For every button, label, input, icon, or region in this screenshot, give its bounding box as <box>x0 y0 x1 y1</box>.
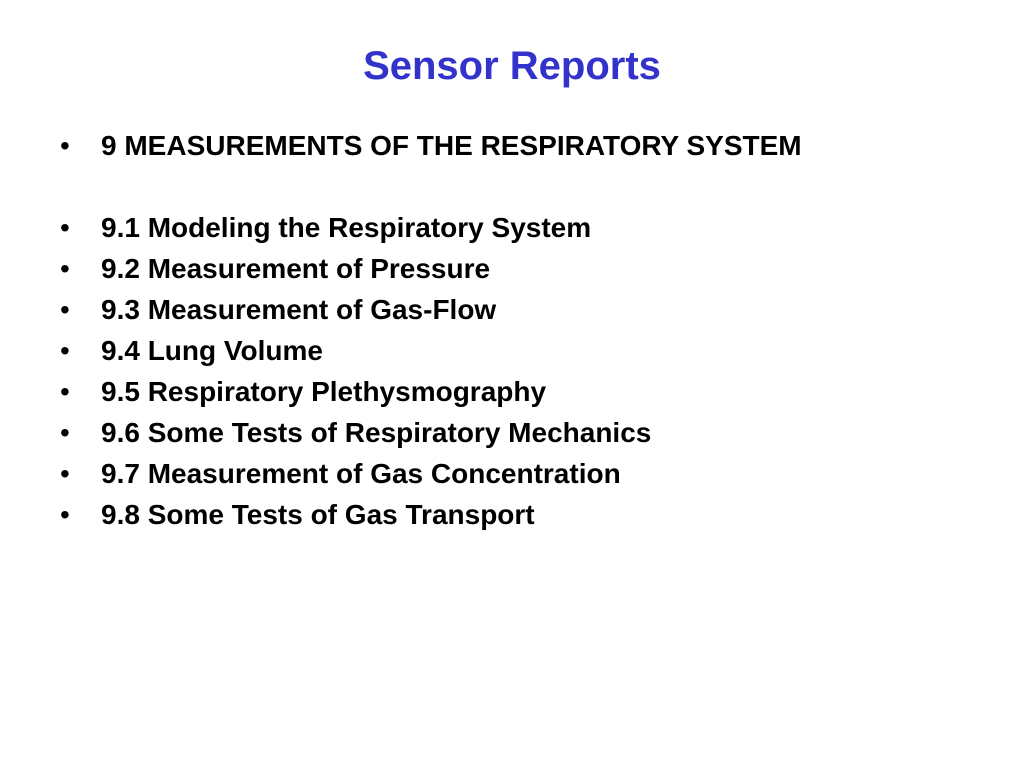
bullet-text: 9.8 Some Tests of Gas Transport <box>101 499 535 530</box>
bullet-dot-icon: • <box>60 294 70 325</box>
bullet-text: 9.5 Respiratory Plethysmography <box>101 376 547 407</box>
bullet-dot-icon: • <box>60 212 70 243</box>
bullet-dot-icon: • <box>60 458 70 489</box>
bullet-text: 9.3 Measurement of Gas-Flow <box>101 294 497 325</box>
bullet-dot-icon: • <box>60 253 70 284</box>
bullet-list <box>60 125 1000 535</box>
bullet-text: 9.7 Measurement of Gas Concentration <box>101 458 621 489</box>
bullet-item-9-6 <box>60 412 1000 453</box>
bullet-item-9-7 <box>60 453 1000 494</box>
bullet-item-9-4 <box>60 330 1000 371</box>
bullet-item-9-5 <box>60 371 1000 412</box>
bullet-item-9-2 <box>60 248 1000 289</box>
bullet-item-9-8 <box>60 494 1000 535</box>
bullet-dot-icon: • <box>60 130 70 161</box>
bullet-text: 9.4 Lung Volume <box>101 335 323 366</box>
bullet-item-9-1 <box>60 207 1000 248</box>
bullet-text: 9.2 Measurement of Pressure <box>101 253 491 284</box>
bullet-text: 9.6 Some Tests of Respiratory Mechanics <box>101 417 652 448</box>
bullet-item-9-3 <box>60 289 1000 330</box>
bullet-dot-icon: • <box>60 376 70 407</box>
bullet-dot-icon: • <box>60 417 70 448</box>
slide-title: Sensor Reports <box>363 44 661 88</box>
bullet-dot-icon: • <box>60 335 70 366</box>
bullet-item-chapter <box>60 125 1000 166</box>
bullet-text: 9.1 Modeling the Respiratory System <box>101 212 592 243</box>
bullet-text: 9 MEASUREMENTS OF THE RESPIRATORY SYSTEM <box>101 130 802 161</box>
bullet-dot-icon: • <box>60 499 70 530</box>
